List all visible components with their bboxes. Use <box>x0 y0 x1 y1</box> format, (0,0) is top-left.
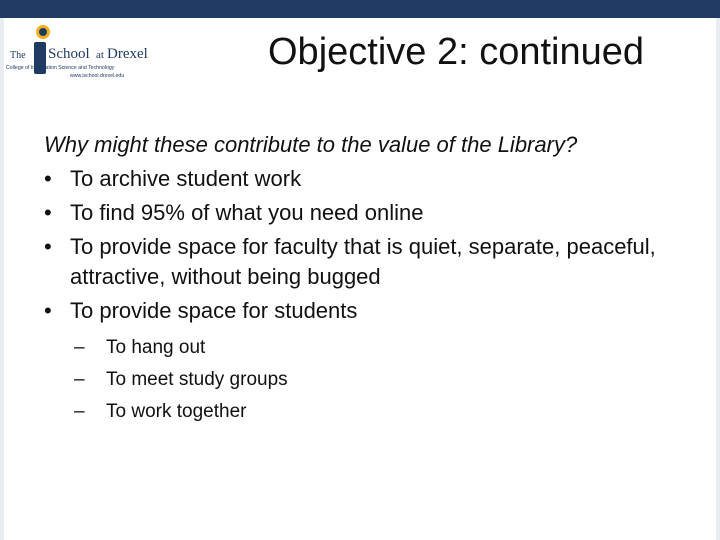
ischool-drexel-logo <box>6 22 156 84</box>
svg-text:College of Information Science: College of Information Science and Technology <box>6 65 115 71</box>
bullet-icon: • <box>44 166 52 191</box>
bullet-icon: • <box>44 200 52 225</box>
bullet-text: To provide space for students <box>70 298 358 323</box>
svg-text:Drexel: Drexel <box>107 46 148 62</box>
sub-bullet-text: To work together <box>106 401 247 422</box>
slide-body <box>44 130 684 432</box>
bullet-item <box>44 232 684 292</box>
svg-text:www.ischool.drexel.edu: www.ischool.drexel.edu <box>70 73 125 79</box>
svg-text:at: at <box>96 49 104 61</box>
bullet-icon: • <box>44 298 52 323</box>
dash-icon: – <box>74 369 85 390</box>
sub-bullet-list <box>70 332 684 428</box>
dash-icon: – <box>74 337 85 358</box>
svg-text:School: School <box>48 46 90 62</box>
sub-bullet-item <box>74 396 684 428</box>
dash-icon: – <box>74 401 85 422</box>
bullet-icon: • <box>44 234 52 259</box>
top-header-bar <box>0 0 720 18</box>
sub-bullet-text: To meet study groups <box>106 369 288 390</box>
slide-title: Objective 2: continued <box>268 31 645 73</box>
svg-text:The: The <box>10 50 26 61</box>
sub-bullet-item <box>74 364 684 396</box>
question-text: Why might these contribute to the value of the Library? <box>44 132 578 157</box>
bullet-list <box>44 164 684 428</box>
bullet-item <box>44 296 684 428</box>
sub-bullet-item <box>74 332 684 364</box>
sub-bullet-text: To hang out <box>106 337 206 358</box>
bullet-text: To find 95% of what you need online <box>70 200 424 225</box>
bullet-item <box>44 198 684 228</box>
bullet-item <box>44 164 684 194</box>
bullet-text: To provide space for faculty that is quiet, separate, peaceful, attractive, without being bugged <box>70 234 656 289</box>
left-edge <box>0 18 4 540</box>
right-edge <box>716 18 720 540</box>
bullet-text: To archive student work <box>70 166 302 191</box>
